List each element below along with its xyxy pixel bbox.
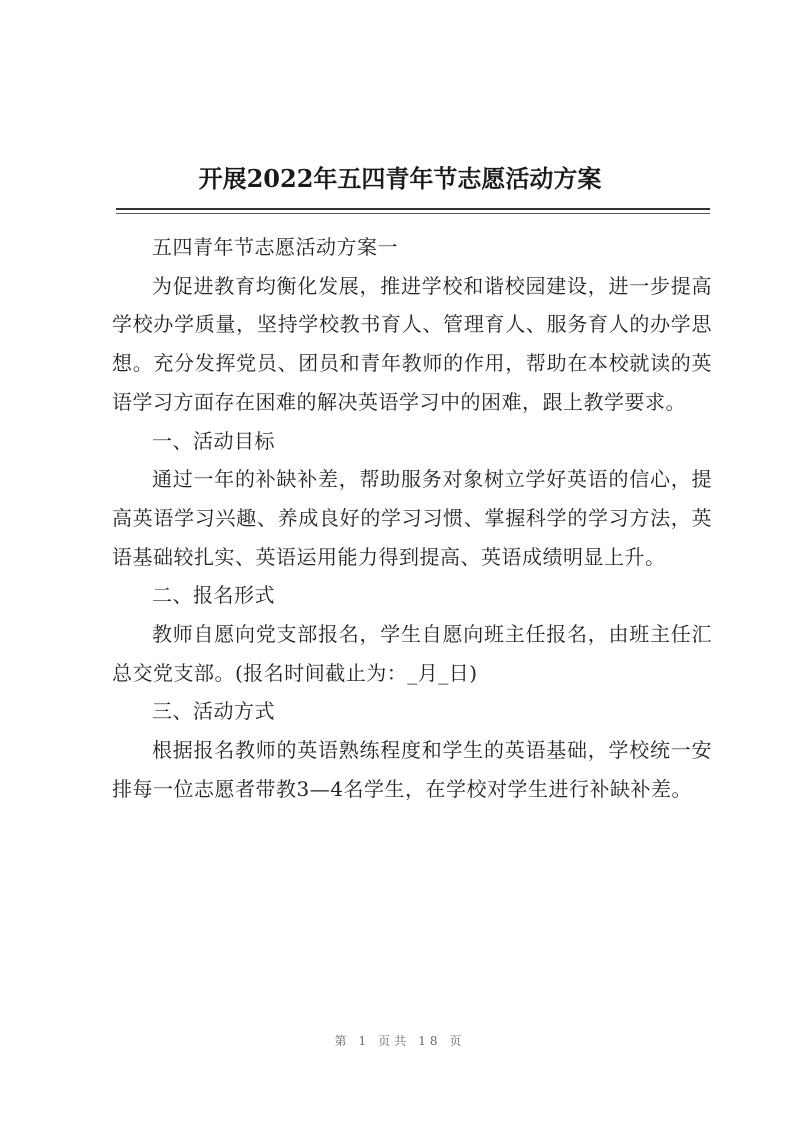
paragraph-registration: 教师自愿向党支部报名，学生自愿向班主任报名，由班主任汇总交党支部。(报名时间截止为：_月_日) [112,622,712,685]
paragraph-introduction: 为促进教育均衡化发展，推进学校和谐校园建设，进一步提高学校办学质量，坚持学校教书育人、管理育人、服务育人的办学思想。充分发挥党员、团员和青年教师的作用，帮助在本校就读的英语学习方面存在困难的解决英语学习中的困难，跟上教学要求。 [112,273,712,414]
section-heading-goals: 一、活动目标 [152,428,275,453]
section-heading-method: 三、活动方式 [152,699,275,724]
paragraph-goals: 通过一年的补缺补差，帮助服务对象树立学好英语的信心，提高英语学习兴趣、养成良好的学习习惯、掌握科学的学习方法，英语基础较扎实、英语运用能力得到提高、英语成绩明显上升。 [112,467,712,569]
page-footer [0,1032,800,1049]
section-heading-plan-one: 五四青年节志愿活动方案一 [152,235,398,259]
footer-label-page: 第 [334,1034,351,1048]
footer-current-page: 1 [358,1034,371,1048]
page-title: 开展2022年五四青年节志愿活动方案 [198,164,602,193]
footer-label-pages: 页 [449,1034,466,1048]
title-underline-thick [116,208,710,210]
document-body [112,228,712,809]
title-underline-thin [116,213,710,214]
section-heading-registration: 二、报名形式 [152,583,275,608]
paragraph-method: 根据报名教师的英语熟练程度和学生的英语基础，学校统一安排每一位志愿者带教3—4名学生，在学校对学生进行补缺补差。 [112,738,712,801]
footer-label-of: 页共 [378,1034,411,1048]
footer-total-pages: 18 [418,1034,442,1048]
